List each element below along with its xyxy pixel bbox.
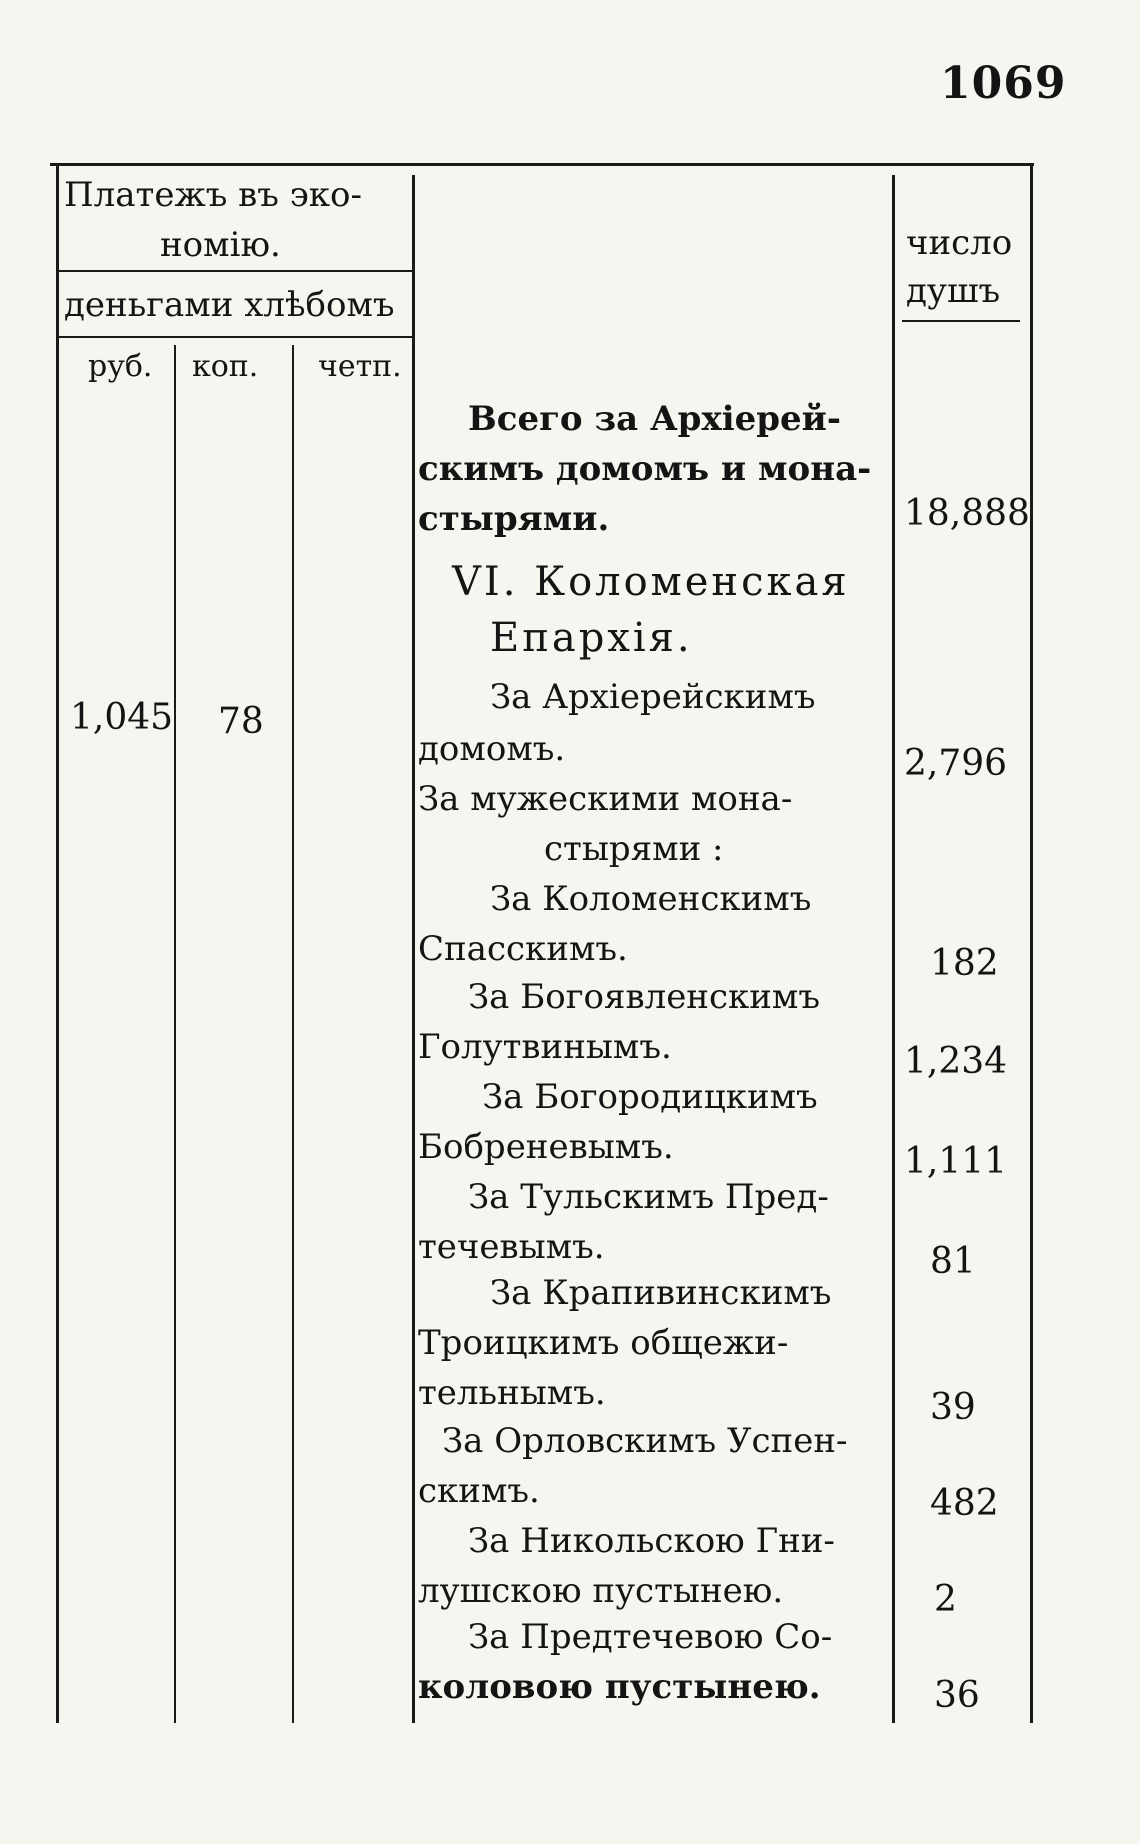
payment-header-line1: Платежъ въ эко-	[64, 175, 362, 215]
monastery8-souls: 36	[934, 1675, 980, 1716]
monastery8-line2: коловою пустынею.	[418, 1667, 821, 1707]
rub-header: руб.	[88, 349, 153, 384]
kop-header: коп.	[192, 349, 259, 384]
total-line1: Всего за Архіерей-	[468, 399, 842, 439]
monastery1-souls: 182	[930, 943, 999, 984]
col-divider-kop	[174, 345, 176, 1723]
monastery6-line1: За Орловскимъ Успен-	[442, 1421, 848, 1461]
payment-kop-value: 78	[218, 701, 264, 742]
bishop-souls: 2,796	[904, 743, 1008, 784]
monastery7-line2: лушскою пустынею.	[418, 1571, 784, 1611]
table-left-border	[56, 163, 59, 1723]
table-right-border	[1030, 163, 1033, 1723]
monastery5-line1: За Крапивинскимъ	[490, 1273, 832, 1313]
monastery1-line2: Спасскимъ.	[418, 929, 628, 969]
souls-header-line2: душъ	[906, 271, 1001, 311]
col-divider-chet	[292, 345, 294, 1723]
monastery5-souls: 39	[930, 1387, 976, 1428]
col-divider-text	[412, 175, 415, 1723]
money-grain-header: деньгами хлѣбомъ	[64, 285, 395, 325]
payment-header-line2: номію.	[160, 225, 281, 265]
page-number: 1069	[940, 58, 1067, 109]
monastery1-line1: За Коломенскимъ	[490, 879, 812, 919]
section-title-line1: VI. Коломенская	[452, 559, 850, 605]
monastery4-line2: течевымъ.	[418, 1227, 605, 1267]
monastery2-line1: За Богоявленскимъ	[468, 977, 821, 1017]
col-divider-souls	[892, 175, 895, 1723]
payment-rub-value: 1,045	[70, 697, 174, 738]
monastery6-souls: 482	[930, 1483, 999, 1524]
monastery2-souls: 1,234	[904, 1041, 1008, 1082]
monastery3-line2: Бобреневымъ.	[418, 1127, 674, 1167]
table-top-rule	[50, 163, 1034, 166]
souls-header-line1: число	[906, 223, 1013, 263]
monastery3-souls: 1,111	[904, 1141, 1008, 1182]
monastery7-line1: За Никольскою Гни-	[468, 1521, 835, 1561]
header-rule-1	[56, 270, 412, 272]
total-souls: 18,888	[904, 493, 1030, 534]
header-rule-souls	[902, 320, 1020, 322]
monastery5-line3: тельнымъ.	[418, 1373, 606, 1413]
total-line2: скимъ домомъ и мона-	[418, 449, 872, 489]
chet-header: четп.	[318, 349, 402, 384]
monastery4-line1: За Тульскимъ Пред-	[468, 1177, 829, 1217]
monastery5-line2: Троицкимъ общежи-	[418, 1323, 789, 1363]
monastery7-souls: 2	[934, 1579, 957, 1620]
monastery3-line1: За Богородицкимъ	[482, 1077, 818, 1117]
bishop-line1: За Архіерейскимъ	[490, 677, 816, 717]
male-monasteries-line2: стырями :	[544, 829, 724, 869]
total-line3: стырями.	[418, 499, 610, 539]
bishop-line2: домомъ.	[418, 729, 566, 769]
male-monasteries-line1: За мужескими мона-	[418, 779, 793, 819]
monastery4-souls: 81	[930, 1241, 976, 1282]
header-rule-2	[56, 336, 412, 338]
section-title-line2: Епархія.	[490, 615, 693, 661]
monastery2-line2: Голутвинымъ.	[418, 1027, 672, 1067]
monastery8-line1: За Предтечевою Со-	[468, 1617, 833, 1657]
monastery6-line2: скимъ.	[418, 1471, 540, 1511]
